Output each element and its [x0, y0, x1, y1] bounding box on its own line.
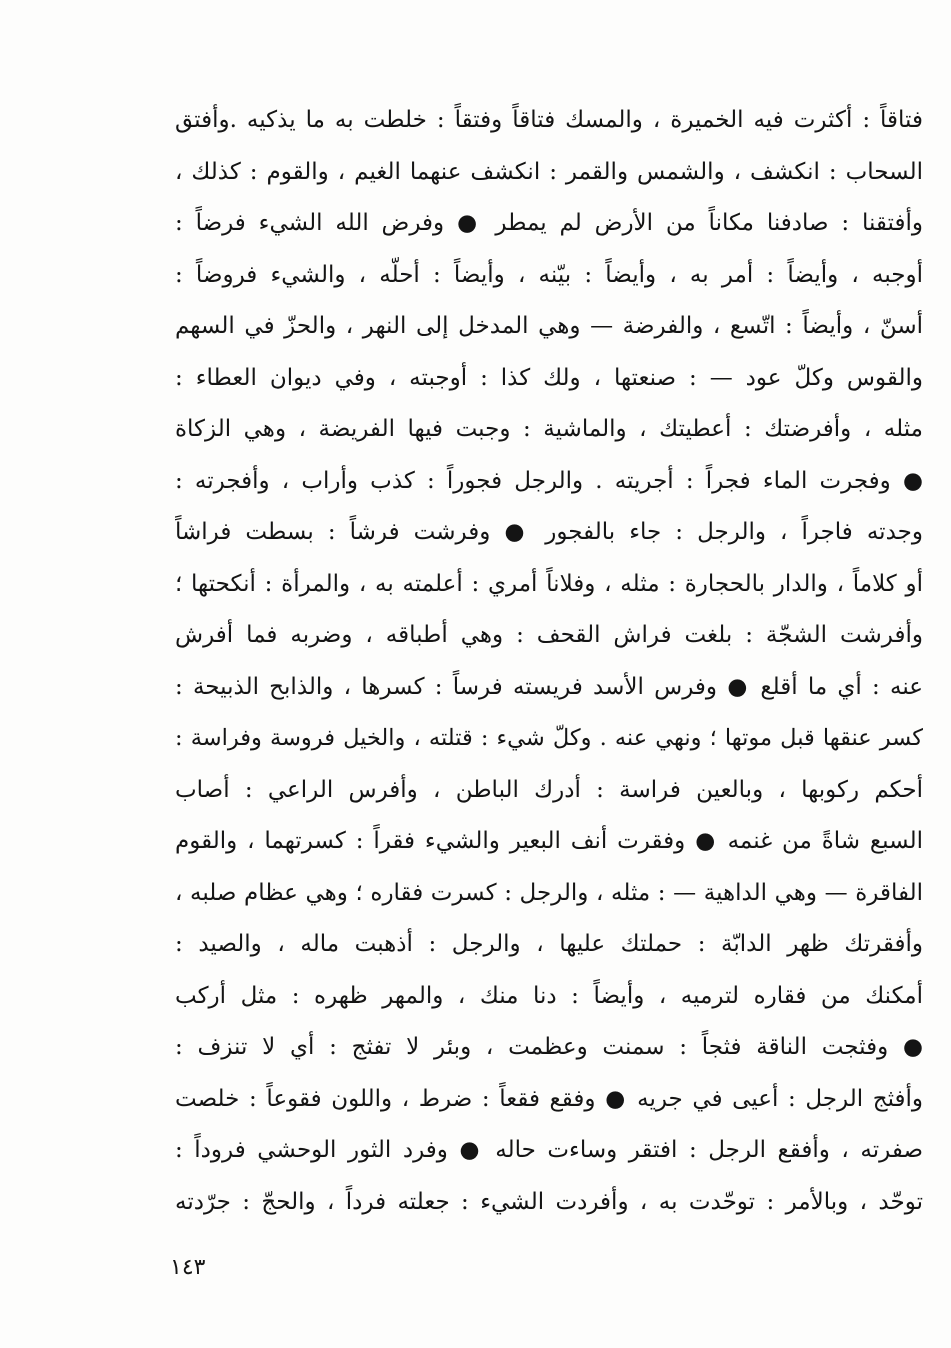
- text-line: أحكم ركوبها ، وبالعين فراسة : أدرك الباطن ، وأفرس الراعي : أصاب: [175, 776, 923, 803]
- text-line: أمكنك من فقاره لترميه ، وأيضاً : دنا منك ، والمهر ظهره : مثل أركب: [175, 982, 923, 1009]
- text-line: السحاب : انكشف ، والشمس والقمر : انكشف عنهما الغيم ، والقوم : كذلك ،: [175, 158, 923, 185]
- text-line: ● وفجرت الماء فجراً : أجريته . والرجل فجوراً : كذب وأراب ، وأفجرته :: [175, 467, 923, 494]
- text-line: وأفتقنا : صادفنا مكاناً من الأرض لم يمطر ● وفرض الله الشيء فرضاً :: [175, 210, 923, 236]
- text-line: كسر عنقها قبل موتها ؛ ونهي عنه . وكلّ شيء : قتلته ، والخيل فروسة وفراسة :: [175, 725, 923, 751]
- text-line: توحّد ، وبالأمر : توحّدت به ، وأفردت الشيء : جعلته فرداً ، والحجّ : جرّدته: [175, 1188, 923, 1215]
- text-line: ● وفثجت الناقة فثجاً : سمنت وعظمت ، وبئر لا تفثج : أي لا تنزف :: [175, 1034, 923, 1060]
- text-line: وأفقرتك ظهر الدابّة : حملتك عليها ، والرجل : أذهبت ماله ، والصيد :: [175, 931, 923, 957]
- text-line: السبع شاةً من غنمه ● وفقرت أنف البعير والشيء فقراً : كسرتهما ، والقوم: [175, 828, 923, 854]
- text-line: وجدته فاجراً ، والرجل : جاء بالفجور ● وفرشت فرشاً : بسطت فراشاً: [175, 519, 923, 545]
- text-line: أسنّ ، وأيضاً : اتّسع ، والفرضة — وهي المدخل إلى النهر ، والحزّ في السهم: [175, 313, 923, 339]
- text-line: أو كلاماً ، والدار بالحجارة : مثله ، وفلاناً أمري : أعلمته به ، والمرأة : أنكحتها ؛: [175, 570, 923, 597]
- text-line: عنه : أي ما أقلع ● وفرس الأسد فريسته فرساً : كسرها ، والذابح الذبيحة :: [175, 673, 923, 700]
- text-line: الفاقرة — وهي الداهية — : مثله ، والرجل : كسرت فقاره ؛ وهي عظام صلبه ،: [175, 879, 923, 906]
- text-line: صفرته ، وأفقع الرجل : افتقر وساءت حاله ● وفرد الثور الوحشي فروداً :: [175, 1137, 923, 1163]
- text-line: وأفرشت الشجّة : بلغت فراش القحف : وهي أطباقه ، وضربه فما أفرش: [175, 622, 923, 648]
- text-line: أوجبه ، وأيضاً : أمر به ، وأيضاً : بيّنه ، وأيضاً : أحلّه ، والشيء فروضاً :: [175, 261, 923, 288]
- page-number: ١٤٣: [170, 1255, 206, 1280]
- body-text: [175, 95, 923, 1228]
- text-line: والقوس وكلّ عود — : صنعتها ، ولك كذا : أوجبته ، وفي ديوان العطاء :: [175, 364, 923, 391]
- text-line: فتاقاً : أكثرت فيه الخميرة ، والمسك فتاقاً وفتقاً : خلطت به ما يذكيه .وأفتق: [175, 107, 923, 133]
- text-line: مثله ، وأفرضتك : أعطيتك ، والماشية : وجبت فيها الفريضة ، وهي الزكاة: [175, 416, 923, 442]
- text-line: وأفثج الرجل : أعيى في جريه ● وفقع فقعاً : ضرط ، واللون فقوعاً : خلصت: [175, 1085, 923, 1112]
